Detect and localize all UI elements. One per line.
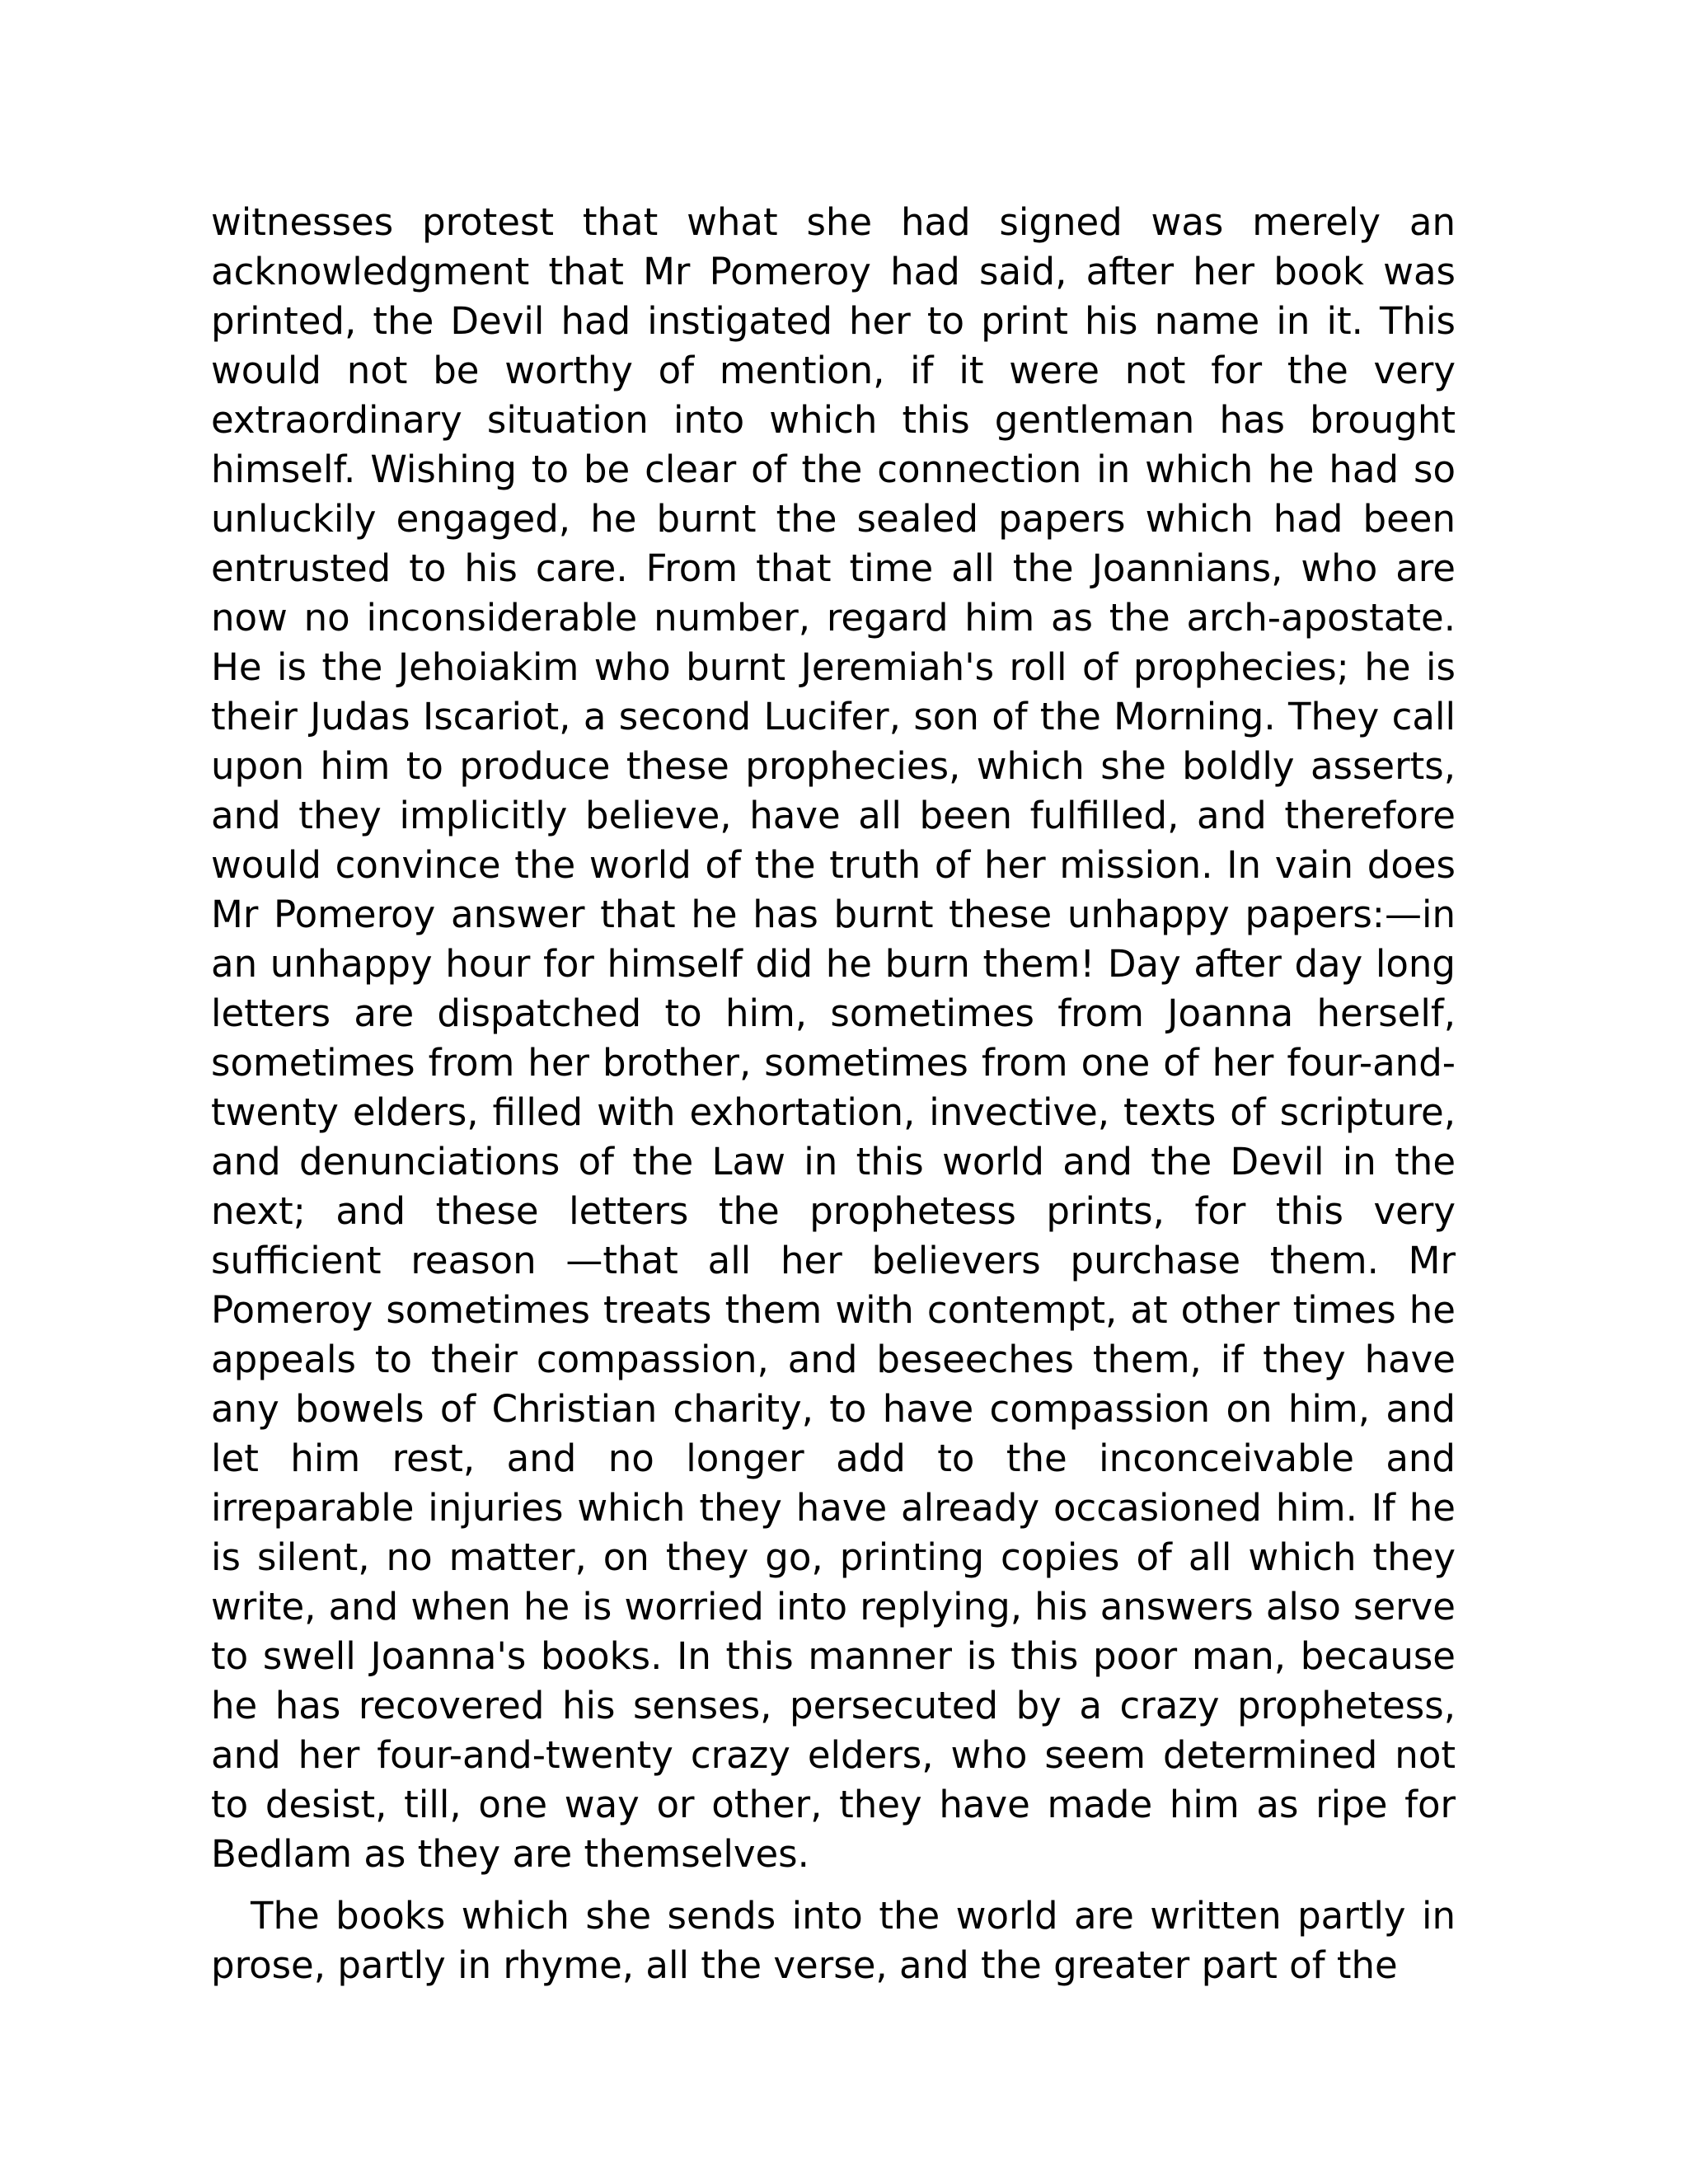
- paragraph-1: witnesses protest that what she had signed was merely an acknowledgment that Mr Pomeroy had said, after her book was printed, the Devil had instigated her to print his name in it. This would not be worthy of mention, if it were not for the very extraordinary situation into which this gentleman has brought himself. Wishing to be clear of the connection in which he had so unluckily engaged, he burnt the sealed papers which had been entrusted to his care. From that time all the Joannians, who are now no inconsiderable number, regard him as the arch-apostate. He is the Jehoiakim who burnt Jeremiah's roll of prophecies; he is their Judas Iscariot, a second Lucifer, son of the Morning. They call upon him to produce these prophecies, which she boldly asserts, and they implicitly believe, have all been fulfilled, and therefore would convince the world of the truth of her mission. In vain does Mr Pomeroy answer that he has burnt these unhappy papers:—in an unhappy hour for himself did he burn them! Day after day long letters are dispatched to him, sometimes from Joanna herself, sometimes from her brother, sometimes from one of her four-and-twenty elders, filled with exhortation, invective, texts of scripture, and denunciations of the Law in this world and the Devil in the next; and these letters the prophetess prints, for this very sufficient reason —that all her believers purchase them. Mr Pomeroy sometimes treats them with contempt, at other times he appeals to their compassion, and beseeches them, if they have any bowels of Christian charity, to have compassion on him, and let him rest, and no longer add to the inconceivable and irreparable injuries which they have already occasioned him. If he is silent, no matter, on they go, printing copies of all which they write, and when he is worried into replying, his answers also serve to swell Joanna's books. In this manner is this poor man, because he has recovered his senses, persecuted by a crazy prophetess, and her four-and-twenty crazy elders, who seem determined not to desist, till, one way or other, they have made him as ripe for Bedlam as they are themselves.: [211, 200, 1456, 1876]
- paragraph-2: The books which she sends into the world are written partly in prose, partly in rhyme, all the verse, and the greater part of the: [211, 1894, 1456, 1987]
- page-body-text: [211, 198, 1456, 1990]
